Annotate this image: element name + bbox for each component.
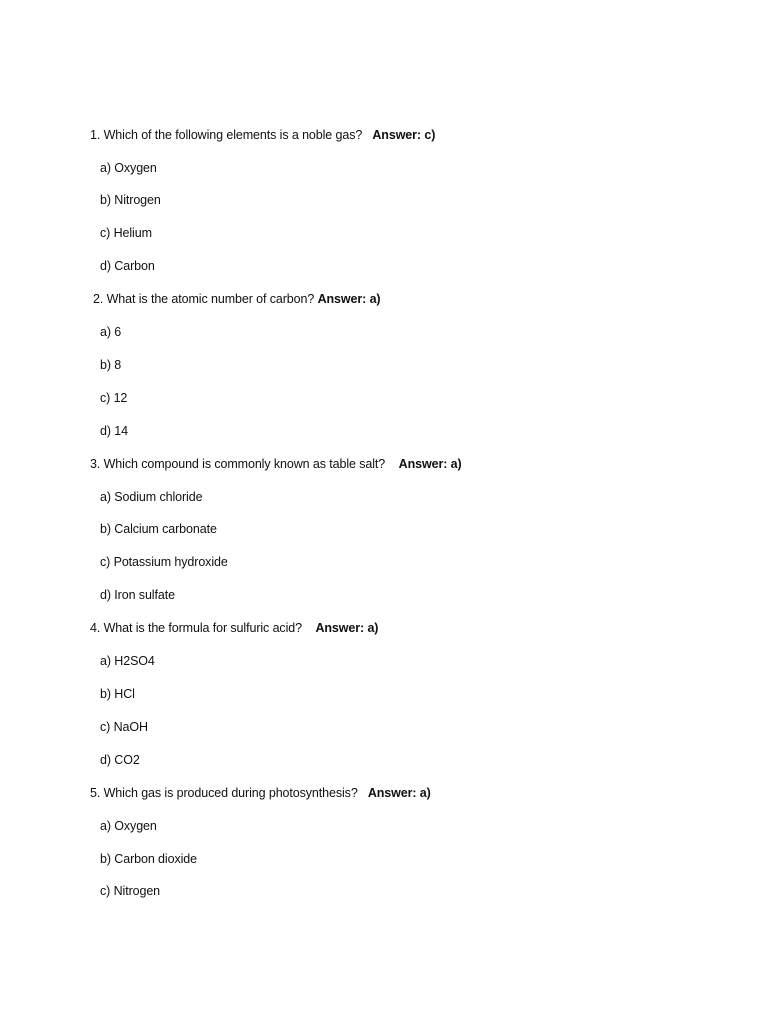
option-item: b) Carbon dioxide bbox=[100, 852, 197, 866]
question-2 bbox=[93, 291, 381, 307]
question-3 bbox=[90, 456, 462, 472]
option-item: d) Carbon bbox=[100, 259, 155, 273]
option-item: d) CO2 bbox=[100, 753, 140, 767]
option-item: b) Calcium carbonate bbox=[100, 522, 217, 536]
option-item: c) Potassium hydroxide bbox=[100, 555, 228, 569]
question-text: 3. Which compound is commonly known as table salt? bbox=[90, 457, 386, 471]
option-item: c) Helium bbox=[100, 226, 152, 240]
option-item: c) 12 bbox=[100, 391, 128, 405]
option-item: d) 14 bbox=[100, 424, 128, 438]
question-1 bbox=[90, 127, 435, 143]
answer-label: Answer: a) bbox=[398, 457, 462, 471]
question-text: 4. What is the formula for sulfuric acid? bbox=[90, 621, 302, 635]
option-item: a) Oxygen bbox=[100, 161, 157, 175]
answer-label: Answer: a) bbox=[367, 786, 431, 800]
question-4 bbox=[90, 620, 378, 636]
option-item: b) Nitrogen bbox=[100, 193, 161, 207]
question-5 bbox=[90, 785, 431, 801]
question-text: 2. What is the atomic number of carbon? bbox=[93, 292, 315, 306]
answer-label: Answer: c) bbox=[372, 128, 436, 142]
option-item: c) Nitrogen bbox=[100, 884, 161, 898]
question-text: 1. Which of the following elements is a noble gas? bbox=[90, 128, 363, 142]
option-item: b) HCl bbox=[100, 687, 135, 701]
answer-label: Answer: a) bbox=[317, 292, 381, 306]
option-item: a) H2SO4 bbox=[100, 654, 155, 668]
option-item: a) 6 bbox=[100, 325, 122, 339]
option-item: c) NaOH bbox=[100, 720, 148, 734]
option-item: a) Sodium chloride bbox=[100, 490, 203, 504]
answer-label: Answer: a) bbox=[315, 621, 379, 635]
option-item: b) 8 bbox=[100, 358, 122, 372]
option-item: d) Iron sulfate bbox=[100, 588, 175, 602]
option-item: a) Oxygen bbox=[100, 819, 157, 833]
question-text: 5. Which gas is produced during photosynthesis? bbox=[90, 786, 358, 800]
